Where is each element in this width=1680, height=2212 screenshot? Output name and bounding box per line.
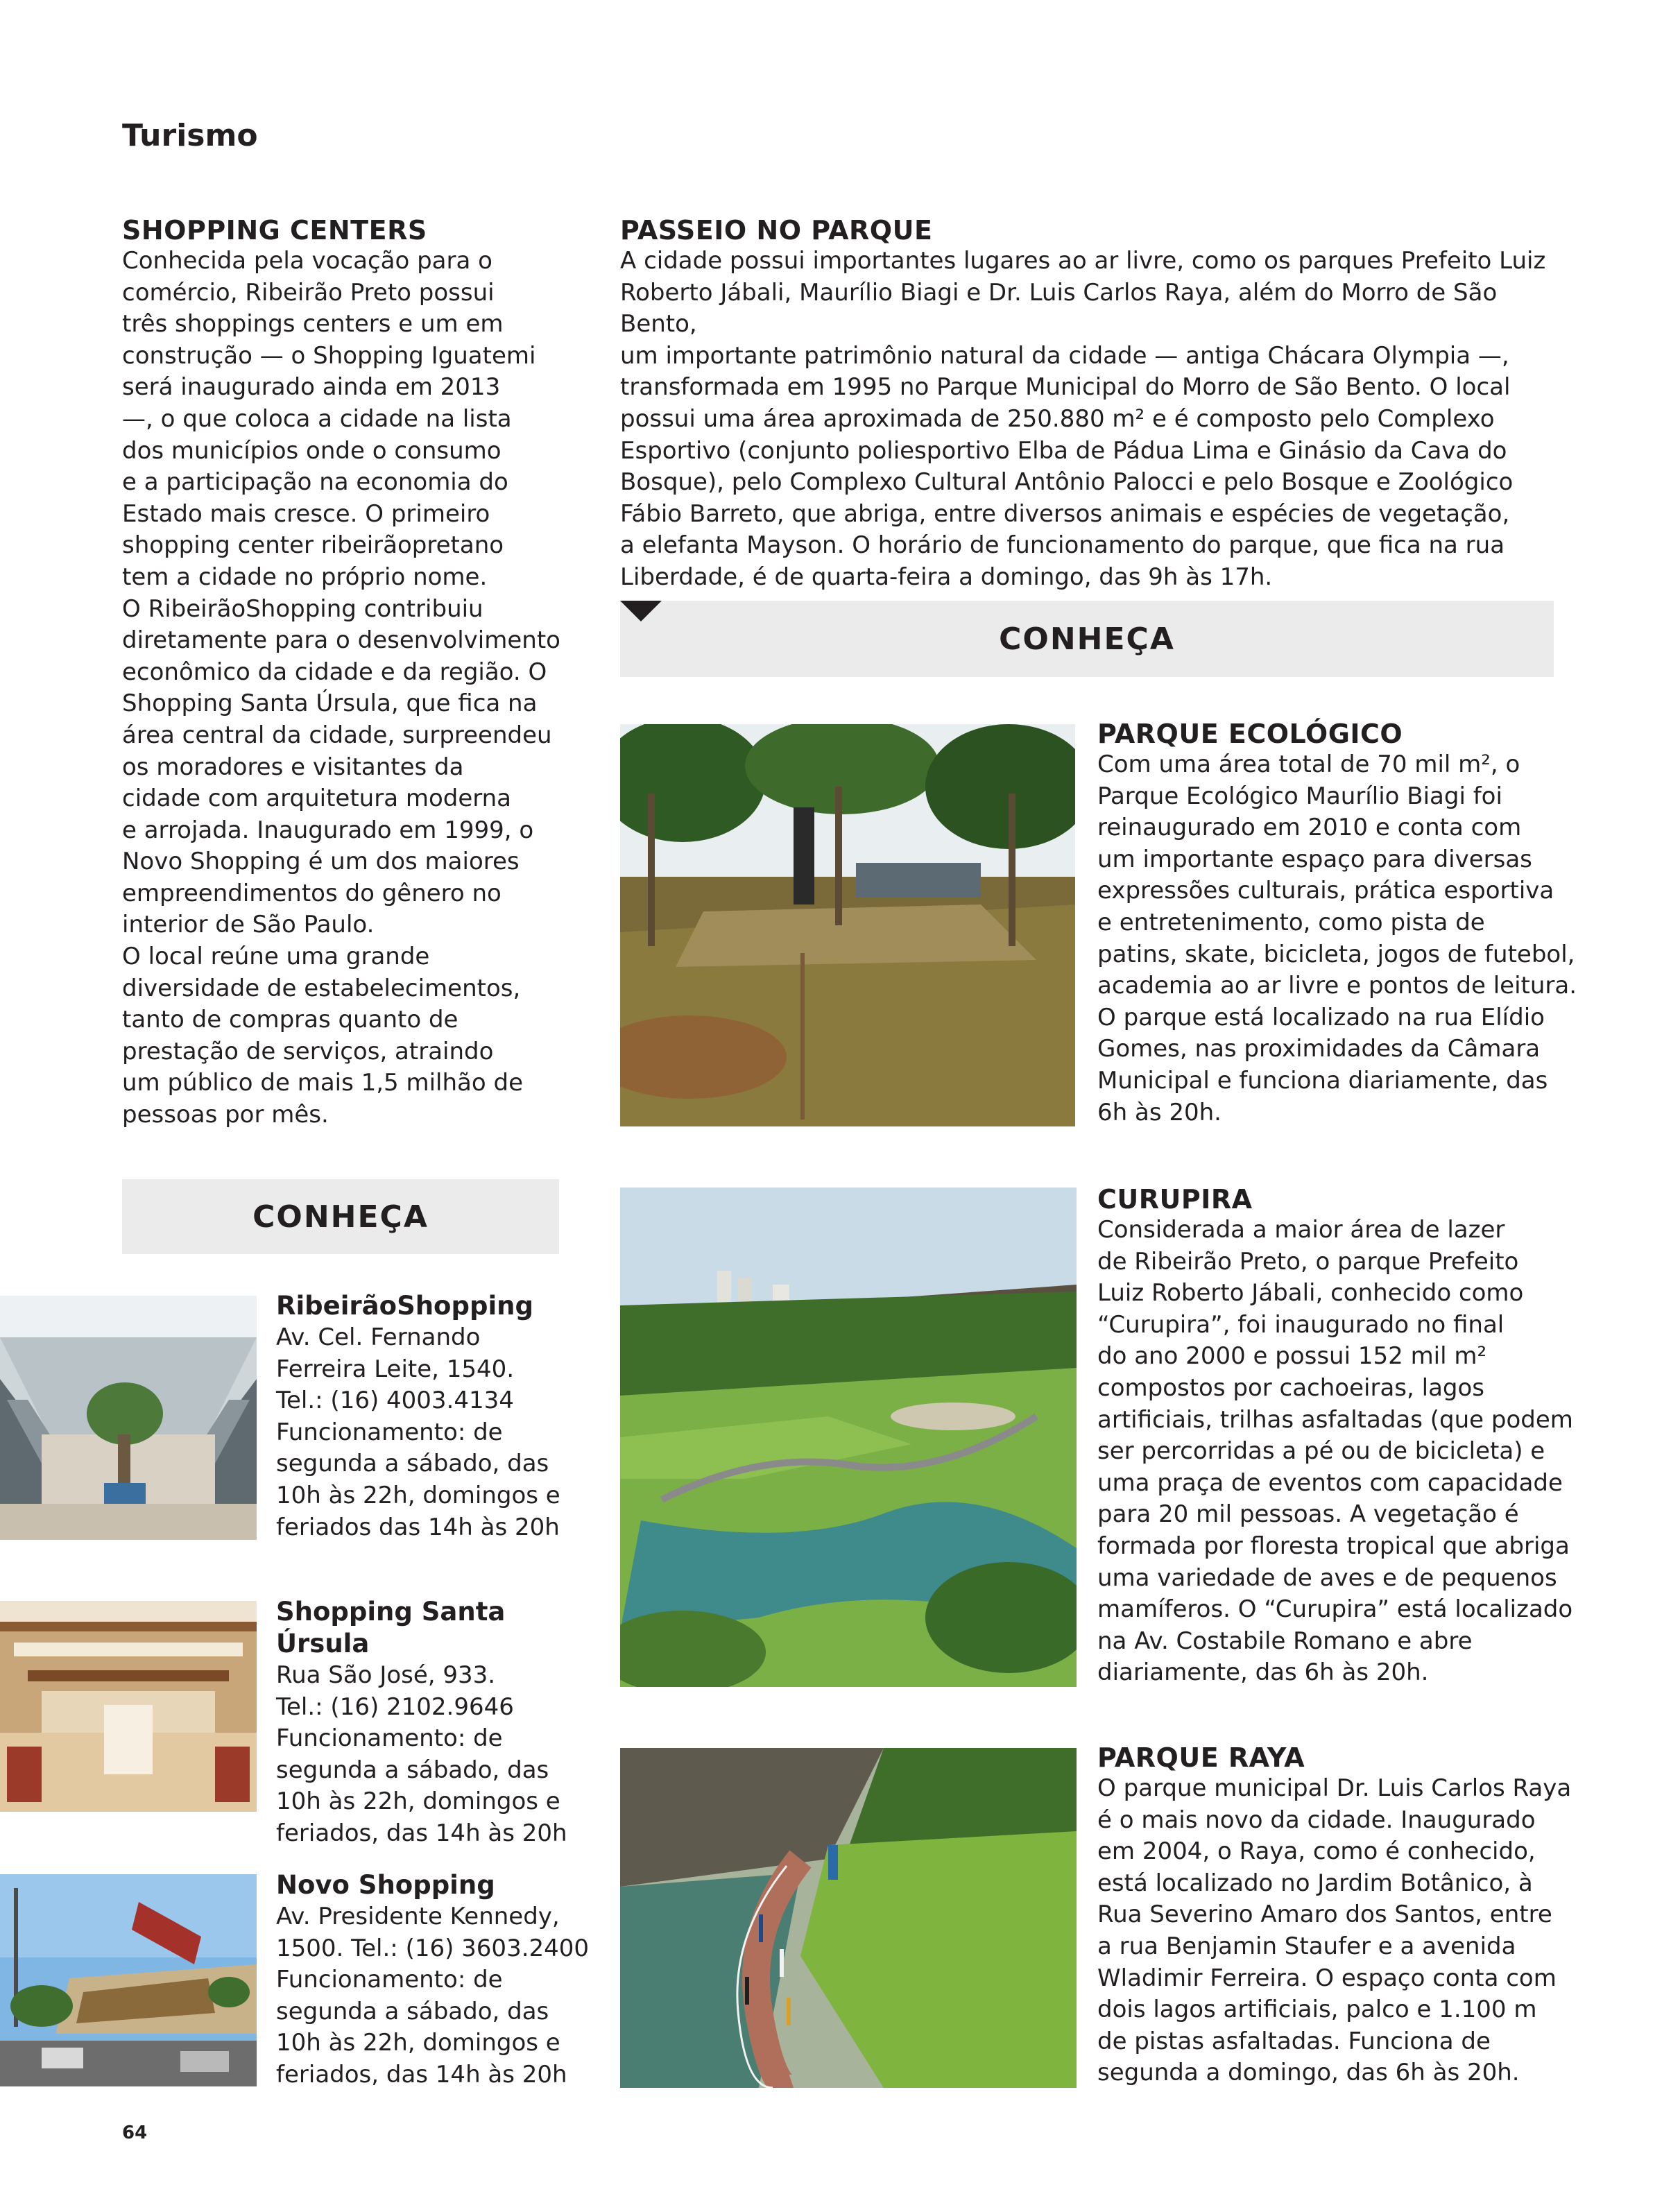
parque-ecologico-body: Com uma área total de 70 mil m², o Parque Ecológico Maurílio Biagi foi reinaugurado em 2010 e conta com um importante espaço para diversas expressões culturais, prática esportiva e entretenimento, como pista de patins, skate, bicicleta, jogos de futebol, academia ao ar livre e pontos de leitura. O parque está localizado na rua Elídio Gomes, nas proximidades da Câmara Municipal e funciona diariamente, das 6h às 20h. <box>1097 751 1577 1126</box>
conheca-right-marker-icon <box>620 601 662 621</box>
ribeiraoshopping-name: RibeirãoShopping <box>276 1291 533 1321</box>
shopping-centers-title: SHOPPING CENTERS <box>122 215 427 246</box>
santa-ursula-name: Shopping Santa Úrsula <box>276 1597 506 1658</box>
ribeiraoshopping-details: Av. Cel. Fernando Ferreira Leite, 1540. Tel.: (16) 4003.4134 Funcionamento: de segunda a sábado, das 10h às 22h, domingos e feriados das 14h às 20h <box>276 1323 560 1541</box>
curupira-photo <box>620 1188 1077 1687</box>
parque-raya-photo <box>620 1748 1077 2088</box>
curupira-body: Considerada a maior área de lazer de Ribeirão Preto, o parque Prefeito Luiz Roberto Jábali, conhecido como “Curupira”, foi inaugurado no final do ano 2000 e possui 152 mil m² compostos por cachoeiras, lagos artificiais, trilhas asfaltadas (que podem ser percorridas a pé ou de bicicleta) e uma praça de eventos com capacidade para 20 mil pessoas. A vegetação é formada por floresta tropical que abriga uma variedade de aves e de pequenos mamíferos. O “Curupira” está localizado na Av. Costabile Romano e abre diariamente, das 6h às 20h. <box>1097 1216 1573 1687</box>
novo-shopping-info <box>276 1869 595 2091</box>
conheca-right-banner <box>620 601 1554 677</box>
page-section-heading: Turismo <box>122 118 258 153</box>
conheca-left-banner <box>122 1179 559 1254</box>
santa-ursula-photo <box>0 1601 257 1812</box>
passeio-body: A cidade possui importantes lugares ao ar livre, como os parques Prefeito Luiz Roberto Jábali, Maurílio Biagi e Dr. Luis Carlos Raya, além do Morro de São Bento, um importante patrimônio natural da cidade — antiga Chácara Olympia —, transformada em 1995 no Parque Municipal do Morro de São Bento. O local possui uma área aproximada de 250.880 m² e é composto pelo Complexo Esportivo (conjunto poliesportivo Elba de Pádua Lima e Ginásio da Cava do Bosque), pelo Complexo Cultural Antônio Palocci e pelo Bosque e Zoológico Fábio Barreto, que abriga, entre diversos animais e espécies de vegetação, a elefanta Mayson. O horário de funcionamento do parque, que fica na rua Liberdade, é de quarta-feira a domingo, das 9h às 17h. <box>620 247 1546 591</box>
parque-raya-title: PARQUE RAYA <box>1097 1742 1305 1773</box>
parque-ecologico-title: PARQUE ECOLÓGICO <box>1097 719 1403 749</box>
parque-raya-body: O parque municipal Dr. Luis Carlos Raya é o mais novo da cidade. Inaugurado em 2004, o Raya, como é conhecido, está localizado no Jardim Botânico, à Rua Severino Amaro dos Santos, entre a rua Benjamin Staufer e a avenida Wladimir Ferreira. O espaço conta com dois lagos artificiais, palco e 1.100 m de pistas asfaltadas. Funciona de segunda a domingo, das 6h às 20h. <box>1097 1774 1572 2087</box>
santa-ursula-info <box>276 1596 595 1850</box>
santa-ursula-details: Rua São José, 933. Tel.: (16) 2102.9646 Funcionamento: de segunda a sábado, das 10h às 22h, domingos e feriados, das 14h às 20h <box>276 1661 567 1847</box>
novo-shopping-name: Novo Shopping <box>276 1870 495 1900</box>
passeio-title: PASSEIO NO PARQUE <box>620 215 933 246</box>
parque-raya-info <box>1097 1742 1583 2089</box>
ribeiraoshopping-photo <box>0 1296 257 1540</box>
curupira-title: CURUPIRA <box>1097 1184 1253 1215</box>
parque-ecologico-info <box>1097 719 1583 1129</box>
passeio-no-parque-article <box>620 215 1577 594</box>
page-number: 64 <box>122 2123 148 2143</box>
novo-shopping-details: Av. Presidente Kennedy, 1500. Tel.: (16) 3603.2400 Funcionamento: de segunda a sábado, das 10h às 22h, domingos e feriados, das 14h às 20h <box>276 1903 590 2089</box>
conheca-right-label: CONHEÇA <box>999 621 1175 657</box>
ribeiraoshopping-info <box>276 1290 595 1543</box>
shopping-centers-article <box>122 215 580 1131</box>
conheca-left-label: CONHEÇA <box>252 1199 429 1235</box>
curupira-info <box>1097 1184 1583 1689</box>
parque-ecologico-photo <box>620 724 1075 1126</box>
novo-shopping-photo <box>0 1874 257 2086</box>
shopping-centers-body: Conhecida pela vocação para o comércio, Ribeirão Preto possui três shoppings centers e um em construção — o Shopping Iguatemi será inaugurado ainda em 2013 —, o que coloca a cidade na lista dos municípios onde o consumo e a participação na economia do Estado mais cresce. O primeiro shopping center ribeirãopretano tem a cidade no próprio nome. O RibeirãoShopping contribuiu diretamente para o desenvolvimento econômico da cidade e da região. O Shopping Santa Úrsula, que fica na área central da cidade, surpreendeu os moradores e visitantes da cidade com arquitetura moderna e arrojada. Inaugurado em 1999, o Novo Shopping é um dos maiores empreendimentos do gênero no interior de São Paulo. O local reúne uma grande diversidade de estabelecimentos, tanto de compras quanto de prestação de serviços, atraindo um público de mais 1,5 milhão de pessoas por mês. <box>122 247 560 1129</box>
